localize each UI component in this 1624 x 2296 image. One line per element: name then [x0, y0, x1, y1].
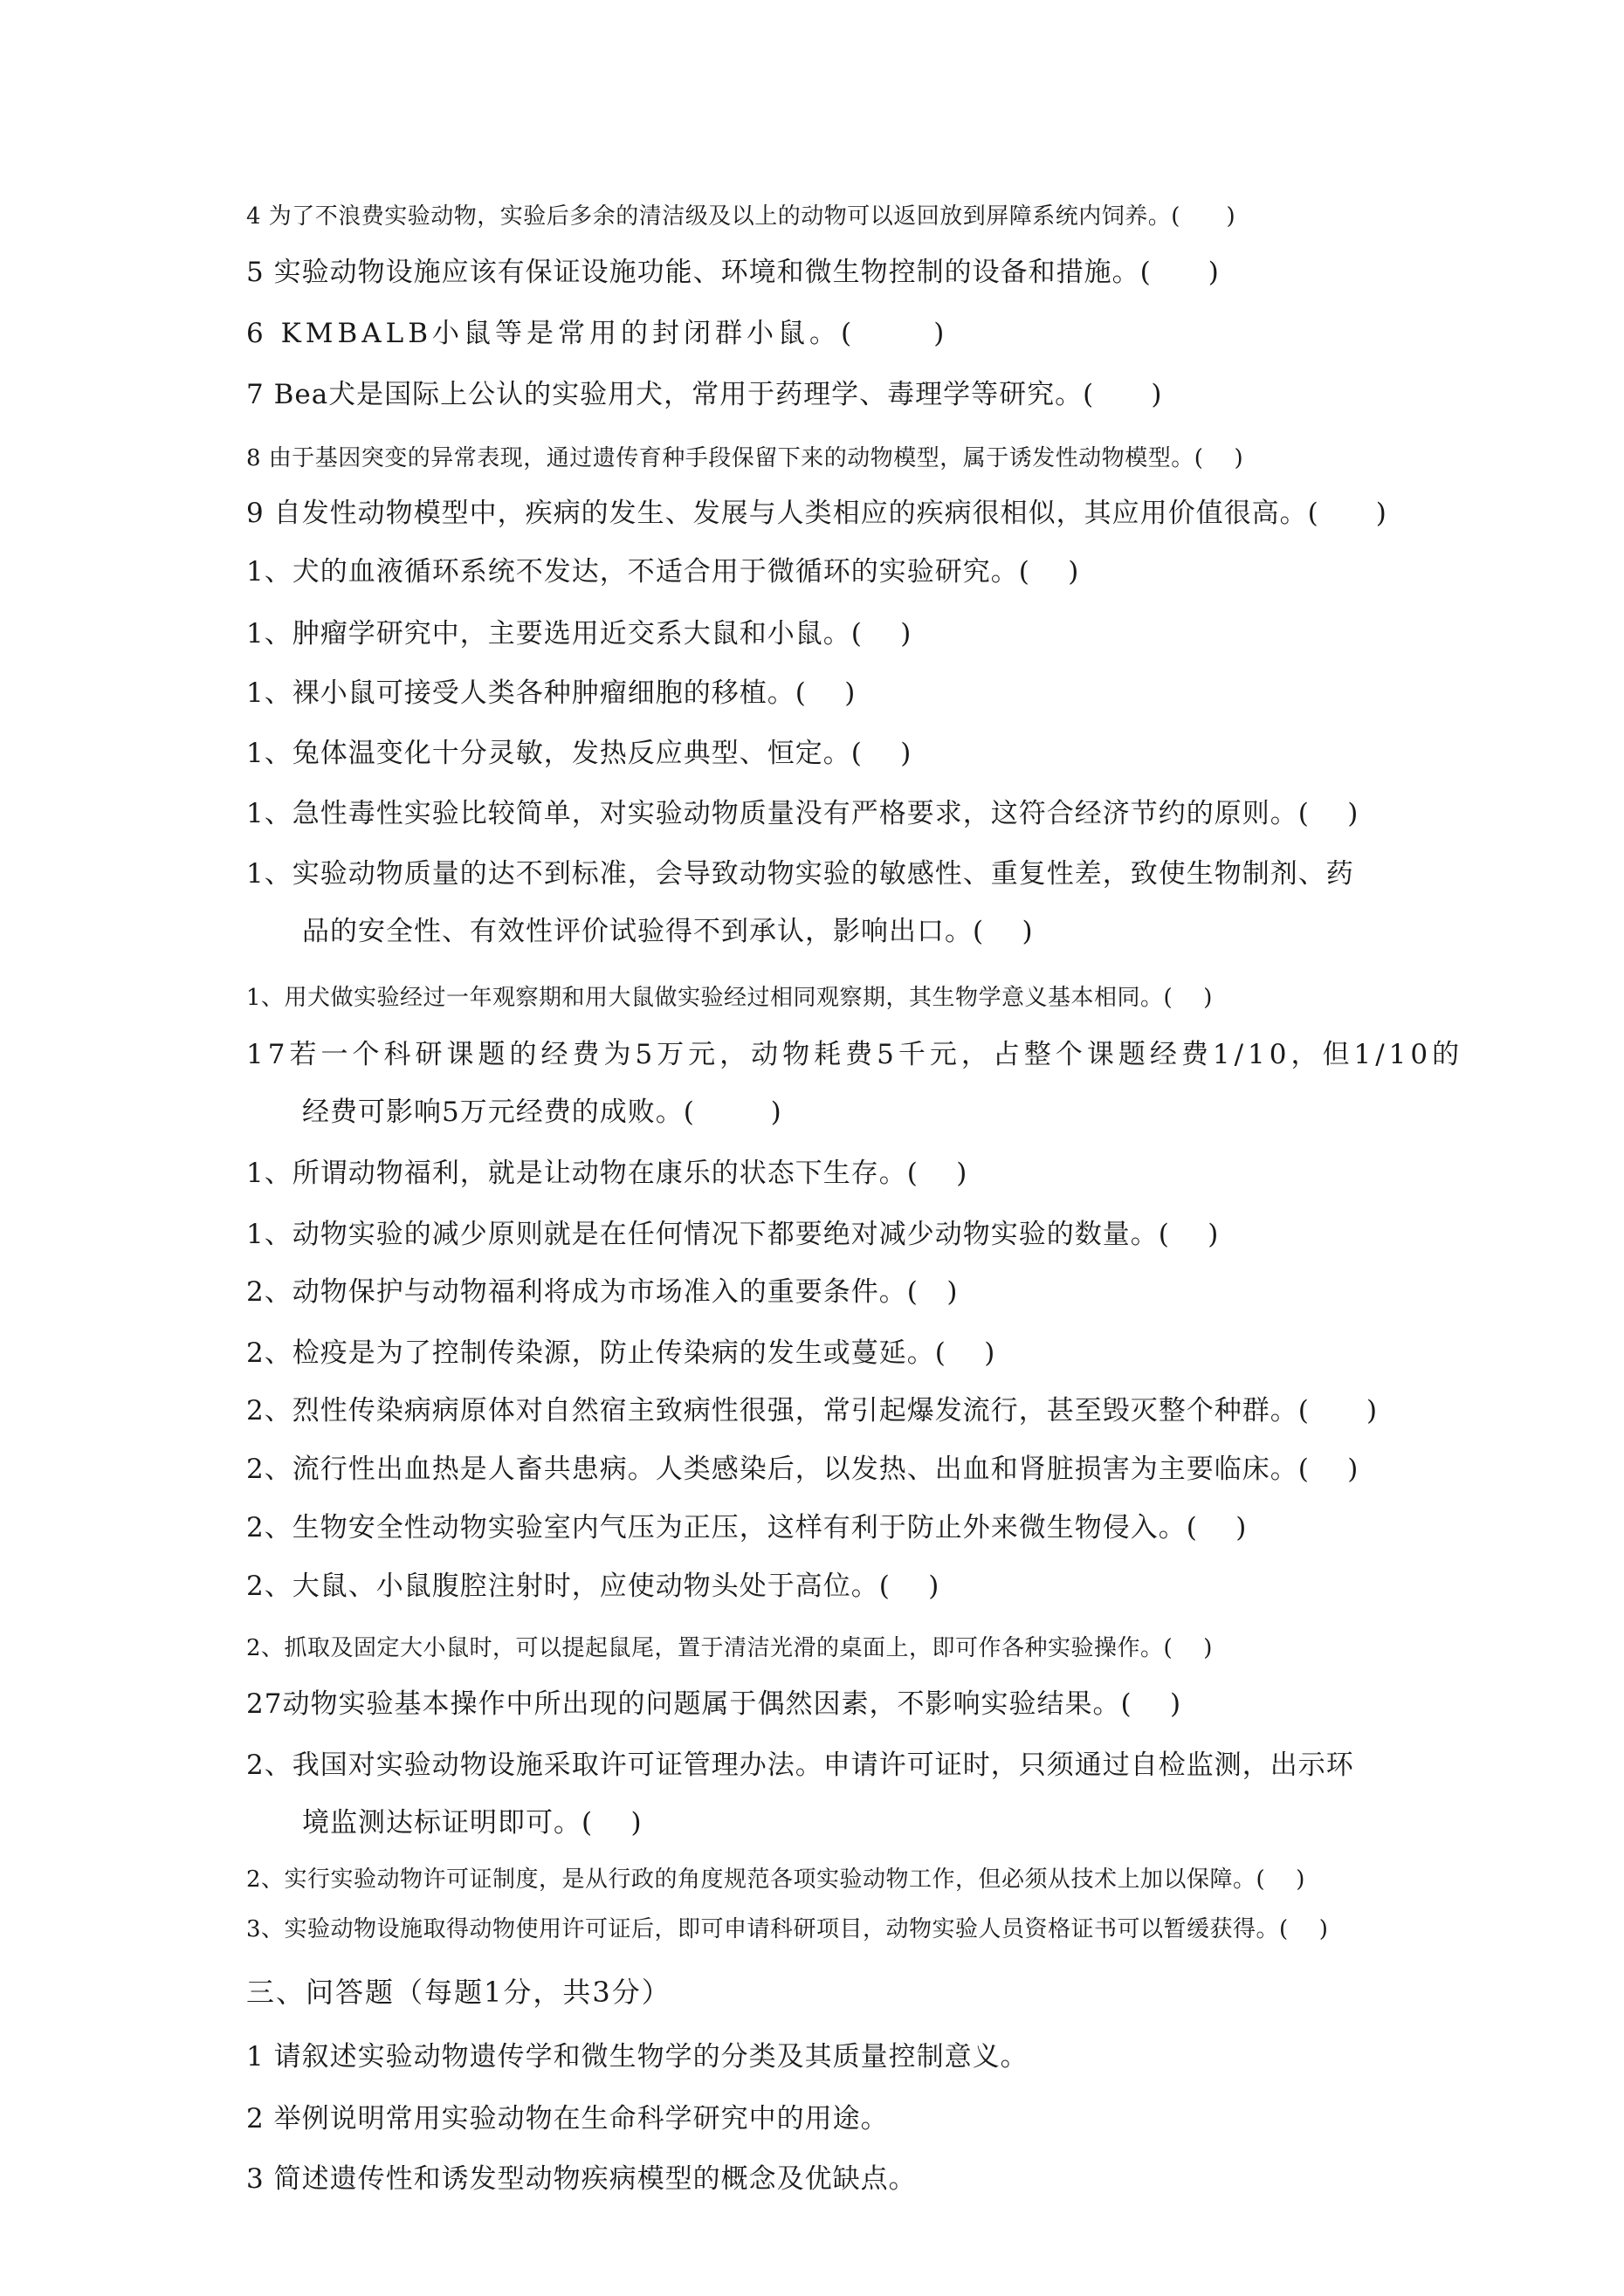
question-25: 2、大鼠、小鼠腹腔注射时，应使动物头处于高位。( )	[246, 1571, 940, 1602]
question-17: 17若一个科研课题的经费为5万元，动物耗费5千元，占整个课题经费1/10，但1/10的	[246, 1039, 1464, 1070]
question-11: 1、肿瘤学研究中，主要选用近交系大鼠和小鼠。( )	[246, 618, 912, 650]
question-15: 1、实验动物质量的达不到标准，会导致动物实验的敏感性、重复性差，致使生物制剂、药	[246, 858, 1354, 890]
question-26: 2、抓取及固定大小鼠时，可以提起鼠尾，置于清洁光滑的桌面上，即可作各种实验操作。( )	[246, 1635, 1213, 1661]
question-4: 4 为了不浪费实验动物，实验后多余的清洁级及以上的动物可以返回放到屏障系统内饲养。( )	[246, 203, 1236, 230]
question-19: 1、动物实验的减少原则就是在任何情况下都要绝对减少动物实验的数量。( )	[246, 1219, 1220, 1250]
question-23: 2、流行性出血热是人畜共患病。人类感染后，以发热、出血和肾脏损害为主要临床。( )	[246, 1454, 1359, 1485]
essay-question-2: 2 举例说明常用实验动物在生命科学研究中的用途。	[246, 2103, 889, 2134]
question-24: 2、生物安全性动物实验室内气压为正压，这样有利于防止外来微生物侵入。( )	[246, 1512, 1248, 1543]
question-9: 9 自发性动物模型中，疾病的发生、发展与人类相应的疾病很相似，其应用价值很高。( )	[246, 498, 1387, 529]
essay-question-3: 3 简述遗传性和诱发型动物疾病模型的概念及优缺点。	[246, 2163, 917, 2195]
question-12: 1、裸小鼠可接受人类各种肿瘤细胞的移植。( )	[246, 677, 857, 709]
question-28: 2、我国对实验动物设施采取许可证管理办法。申请许可证时，只须通过自检监测，出示环	[246, 1749, 1354, 1781]
question-10: 1、犬的血液循环系统不发达，不适合用于微循环的实验研究。( )	[246, 556, 1080, 588]
question-22: 2、烈性传染病病原体对自然宿主致病性很强，常引起爆发流行，甚至毁灭整个种群。( )	[246, 1395, 1379, 1426]
question-27: 27动物实验基本操作中所出现的问题属于偶然因素，不影响实验结果。( )	[246, 1688, 1182, 1720]
question-20: 2、动物保护与动物福利将成为市场准入的重要条件。( )	[246, 1276, 959, 1308]
question-14: 1、急性毒性实验比较简单，对实验动物质量没有严格要求，这符合经济节约的原则。( )	[246, 798, 1359, 829]
question-15-cont: 品的安全性、有效性评价试验得不到承认，影响出口。( )	[302, 916, 1034, 947]
question-17-cont: 经费可影响5万元经费的成败。( )	[302, 1096, 782, 1128]
question-13: 1、兔体温变化十分灵敏，发热反应典型、恒定。( )	[246, 738, 912, 769]
question-30: 3、实验动物设施取得动物使用许可证后，即可申请科研项目，动物实验人员资格证书可以暂缓获得。( )	[246, 1916, 1329, 1942]
question-29: 2、实行实验动物许可证制度，是从行政的角度规范各项实验动物工作，但必须从技术上加以保障。( )	[246, 1866, 1305, 1893]
question-8: 8 由于基因突变的异常表现，通过遗传育种手段保留下来的动物模型，属于诱发性动物模型。( )	[246, 445, 1244, 471]
question-6: 6 KMBALB小鼠等是常用的封闭群小鼠。( )	[246, 318, 949, 349]
question-18: 1、所谓动物福利，就是让动物在康乐的状态下生存。( )	[246, 1158, 968, 1189]
question-16: 1、用犬做实验经过一年观察期和用大鼠做实验经过相同观察期，其生物学意义基本相同。( )	[246, 985, 1213, 1011]
question-5: 5 实验动物设施应该有保证设施功能、环境和微生物控制的设备和措施。( )	[246, 257, 1220, 288]
section-heading: 三、问答题（每题1分，共3分）	[246, 1976, 671, 2009]
question-28-cont: 境监测达标证明即可。( )	[302, 1807, 643, 1839]
question-7: 7 Bea犬是国际上公认的实验用犬，常用于药理学、毒理学等研究。( )	[246, 379, 1163, 410]
question-21: 2、检疫是为了控制传染源，防止传染病的发生或蔓延。( )	[246, 1337, 996, 1369]
essay-question-1: 1 请叙述实验动物遗传学和微生物学的分类及其质量控制意义。	[246, 2041, 1029, 2073]
